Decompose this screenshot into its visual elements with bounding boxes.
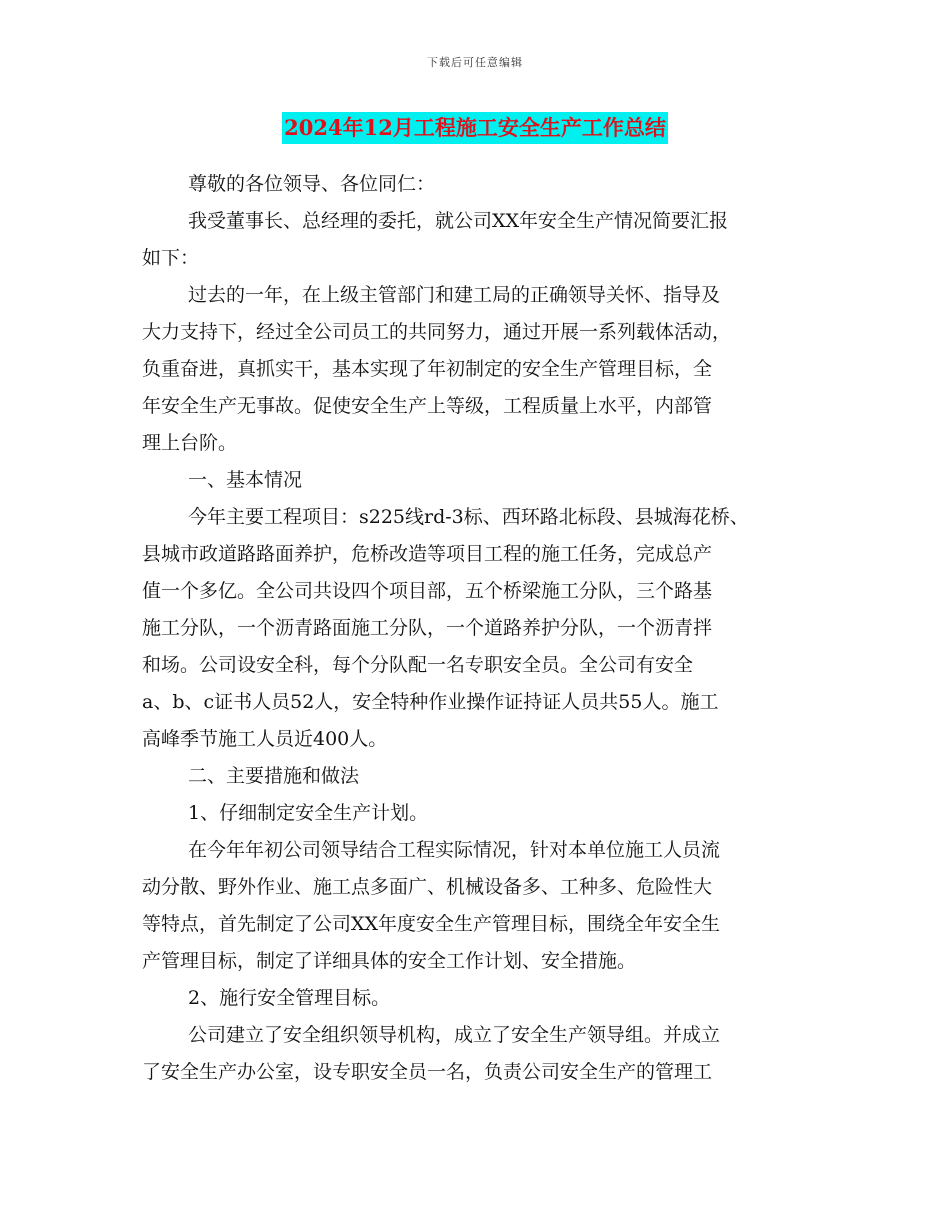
body-text-line: 尊敬的各位领导、各位同仁： [188, 173, 436, 195]
body-text-line: 高峰季节施工人员近400人。 [142, 728, 388, 750]
body-text-line: 过去的一年，在上级主管部门和建工局的正确领导关怀、指导及 [188, 284, 721, 306]
body-text-line: 和场。公司设安全科，每个分队配一名专职安全员。全公司有安全 [142, 654, 694, 676]
body-text-line: 县城市政道路路面养护，危桥改造等项目工程的施工任务，完成总产 [142, 543, 713, 565]
body-text-line: 今年主要工程项目：s225线rd-3标、西环路北标段、县城海花桥、 [188, 506, 749, 528]
body-text-line: 负重奋进，真抓实干，基本实现了年初制定的安全生产管理目标，全 [142, 358, 713, 380]
body-text-line: 一、基本情况 [188, 469, 303, 491]
body-text-line: 1、仔细制定安全生产计划。 [188, 802, 429, 824]
body-text-line: 值一个多亿。全公司共设四个项目部，五个桥梁施工分队，三个路基 [142, 580, 713, 602]
body-text-line: 公司建立了安全组织领导机构，成立了安全生产领导组。并成立 [188, 1024, 721, 1046]
body-text-line: 在今年年初公司领导结合工程实际情况，针对本单位施工人员流 [188, 839, 721, 861]
body-text-line: 理上台阶。 [142, 432, 238, 454]
body-text-line: 等特点，首先制定了公司XX年度安全生产管理目标，围绕全年安全生 [142, 913, 721, 935]
body-text-line: a、b、c证书人员52人，安全特种作业操作证持证人员共55人。施工 [142, 691, 719, 713]
body-text-line: 如下： [142, 247, 200, 269]
body-text-line: 施工分队，一个沥青路面施工分队，一个道路养护分队，一个沥青拌 [142, 617, 713, 639]
document-body [142, 166, 828, 1091]
body-text-line: 大力支持下，经过全公司员工的共同努力，通过开展一系列载体活动， [142, 321, 732, 343]
document-title: 2024年12月工程施工安全生产工作总结 [282, 112, 668, 144]
body-text-line: 产管理目标，制定了详细具体的安全工作计划、安全措施。 [142, 950, 637, 972]
body-text-line: 二、主要措施和做法 [188, 765, 360, 787]
body-text-line: 2、施行安全管理目标。 [188, 987, 391, 1009]
body-text-line: 动分散、野外作业、施工点多面广、机械设备多、工种多、危险性大 [142, 876, 713, 898]
page-header-note: 下载后可任意编辑 [427, 56, 523, 69]
body-text-line: 我受董事长、总经理的委托，就公司XX年安全生产情况简要汇报 [188, 210, 729, 232]
title-container [0, 112, 950, 144]
body-text-line: 年安全生产无事故。促使安全生产上等级，工程质量上水平，内部管 [142, 395, 713, 417]
body-text-line: 了安全生产办公室，设专职安全员一名，负责公司安全生产的管理工 [142, 1061, 713, 1083]
